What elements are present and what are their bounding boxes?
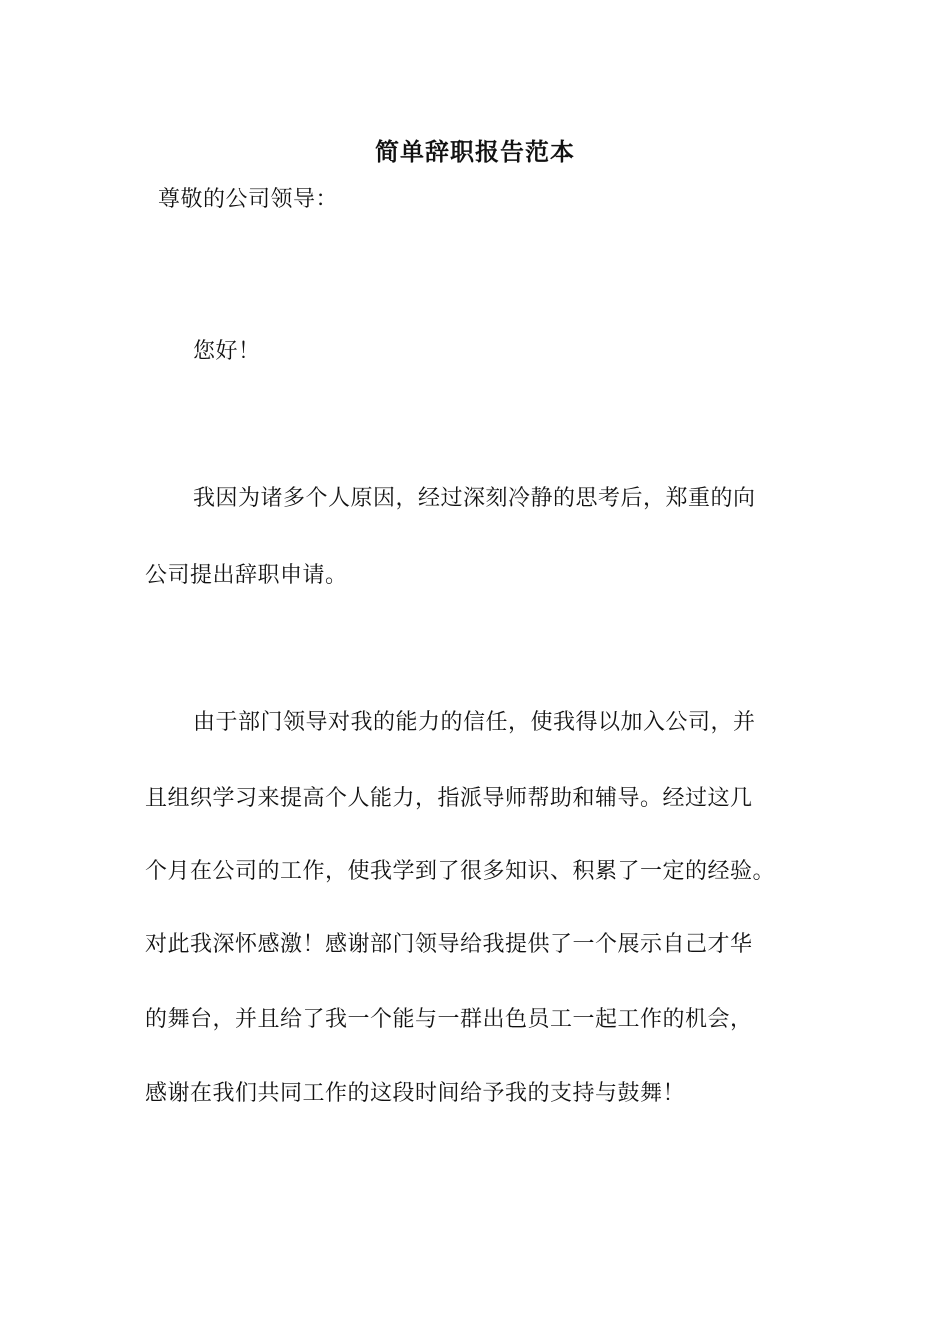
paragraph-line: 个月在公司的工作，使我学到了很多知识、积累了一定的经验。 bbox=[145, 859, 776, 884]
paragraph-line: 我因为诸多个人原因，经过深刻冷静的思考后，郑重的向 bbox=[193, 486, 756, 511]
document-title: 简单辞职报告范本 bbox=[375, 137, 575, 166]
paragraph-line: 公司提出辞职申请。 bbox=[145, 563, 348, 588]
salutation: 尊敬的公司领导： bbox=[158, 187, 339, 212]
paragraph-line: 的舞台，并且给了我一个能与一群出色员工一起工作的机会， bbox=[145, 1007, 753, 1032]
paragraph-line: 由于部门领导对我的能力的信任，使我得以加入公司，并 bbox=[193, 710, 756, 735]
greeting: 您好！ bbox=[193, 339, 261, 364]
paragraph-line: 对此我深怀感激！感谢部门领导给我提供了一个展示自己才华 bbox=[145, 932, 753, 957]
paragraph-line: 感谢在我们共同工作的这段时间给予我的支持与鼓舞！ bbox=[145, 1081, 686, 1106]
paragraph-line: 且组织学习来提高个人能力，指派导师帮助和辅导。经过这几 bbox=[145, 786, 753, 811]
